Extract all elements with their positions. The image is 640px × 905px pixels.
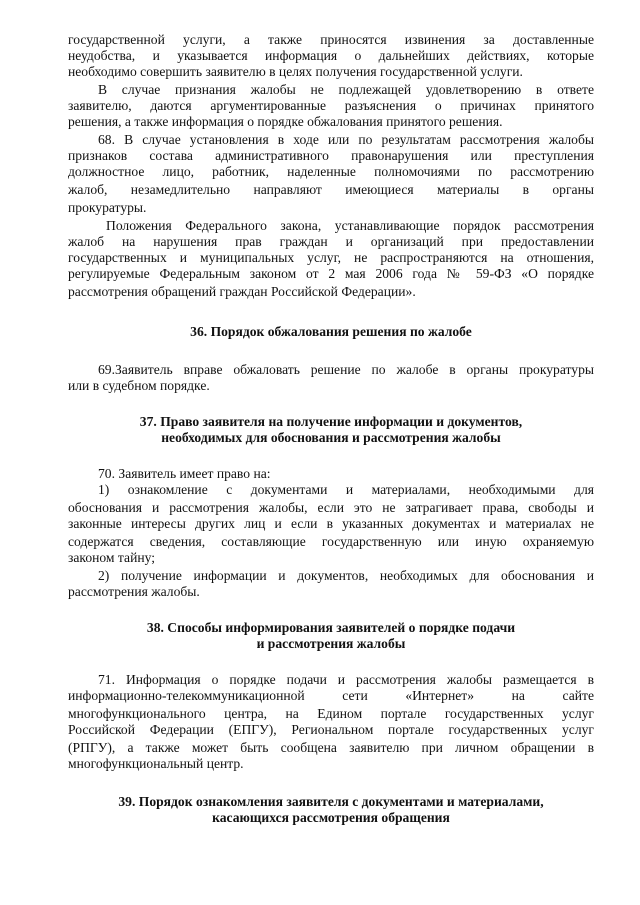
- text-line: решения, а также информация о порядке обжалования принятого решения.: [68, 114, 503, 129]
- text-line: 71. Информация о порядке подачи и рассмотрения жалобы размещается в: [98, 672, 594, 687]
- text-line: должностное лицо, работник, наделенные полномочиями по рассмотрению: [68, 164, 594, 179]
- text-line: 70. Заявитель имеет право на:: [98, 466, 271, 481]
- text-line: признаков состава административного правонарушения или преступления: [68, 148, 594, 163]
- text-line: или в судебном порядке.: [68, 378, 210, 393]
- text-line: заявителю, даются аргументированные разъяснения о причинах принятого: [68, 98, 594, 113]
- text-line: 2) получение информации и документов, необходимых для обоснования и: [98, 568, 594, 583]
- text-line: законные интересы других лиц и если в указанных документах и материалах не: [68, 516, 594, 531]
- text-line: В случае признания жалобы не подлежащей удовлетворению в ответе: [98, 82, 594, 97]
- text-line: государственных и муниципальных услуг, не распространяются на отношения,: [68, 250, 594, 265]
- section-heading: 38. Способы информирования заявителей о порядке подачи: [146, 620, 516, 635]
- section-heading: 39. Порядок ознакомления заявителя с документами и материалами,: [118, 794, 544, 809]
- text-line: многофункциональный центр.: [68, 756, 244, 771]
- section-heading: и рассмотрения жалобы: [256, 636, 406, 651]
- text-line: многофункционального центра, на Едином портале государственных услуг: [68, 706, 594, 721]
- section-heading: касающихся рассмотрения обращения: [212, 810, 450, 825]
- text-line: рассмотрения обращений граждан Российской Федерации».: [68, 284, 416, 299]
- text-line: обоснования и рассмотрения жалобы, если это не затрагивает права, свободы и: [68, 500, 594, 515]
- text-line: государственной услуги, а также приносятся извинения за доставленные: [68, 32, 594, 47]
- text-line: 68. В случае установления в ходе или по результатам рассмотрения жалобы: [98, 132, 594, 147]
- text-line: (РПГУ), а также может быть сообщена заявителю при личном обращении в: [68, 740, 594, 755]
- section-heading: необходимых для обоснования и рассмотрения жалобы: [161, 430, 501, 445]
- text-line: жалоб на нарушения прав граждан и организаций при предоставлении: [68, 234, 594, 249]
- text-line: 69.Заявитель вправе обжаловать решение по жалобе в органы прокуратуры: [98, 362, 594, 377]
- text-line: информационно-телекоммуникационной сети «Интернет» на сайте: [68, 688, 594, 703]
- text-line: Российской Федерации (ЕПГУ), Региональном портале государственных услуг: [68, 722, 594, 737]
- text-line: регулируемые Федеральным законом от 2 мая 2006 года № 59-ФЗ «О порядке: [68, 266, 594, 281]
- section-heading: 36. Порядок обжалования решения по жалобе: [190, 324, 472, 339]
- text-line: необходимо совершить заявителю в целях получения государственной услуги.: [68, 64, 523, 79]
- text-line: 1) ознакомление с документами и материалами, необходимыми для: [98, 482, 594, 497]
- text-line: законом тайну;: [68, 550, 156, 565]
- text-line: прокуратуры.: [68, 200, 147, 215]
- text-line: рассмотрения жалобы.: [68, 584, 200, 599]
- text-line: Положения Федерального закона, устанавливающие порядок рассмотрения: [106, 218, 594, 233]
- section-heading: 37. Право заявителя на получение информации и документов,: [139, 414, 523, 429]
- text-line: неудобства, и указывается информация о дальнейших действиях, которые: [68, 48, 594, 63]
- text-line: жалоб, незамедлительно направляют имеющиеся материалы в органы: [68, 182, 594, 197]
- text-line: содержатся сведения, составляющие государственную или иную охраняемую: [68, 534, 594, 549]
